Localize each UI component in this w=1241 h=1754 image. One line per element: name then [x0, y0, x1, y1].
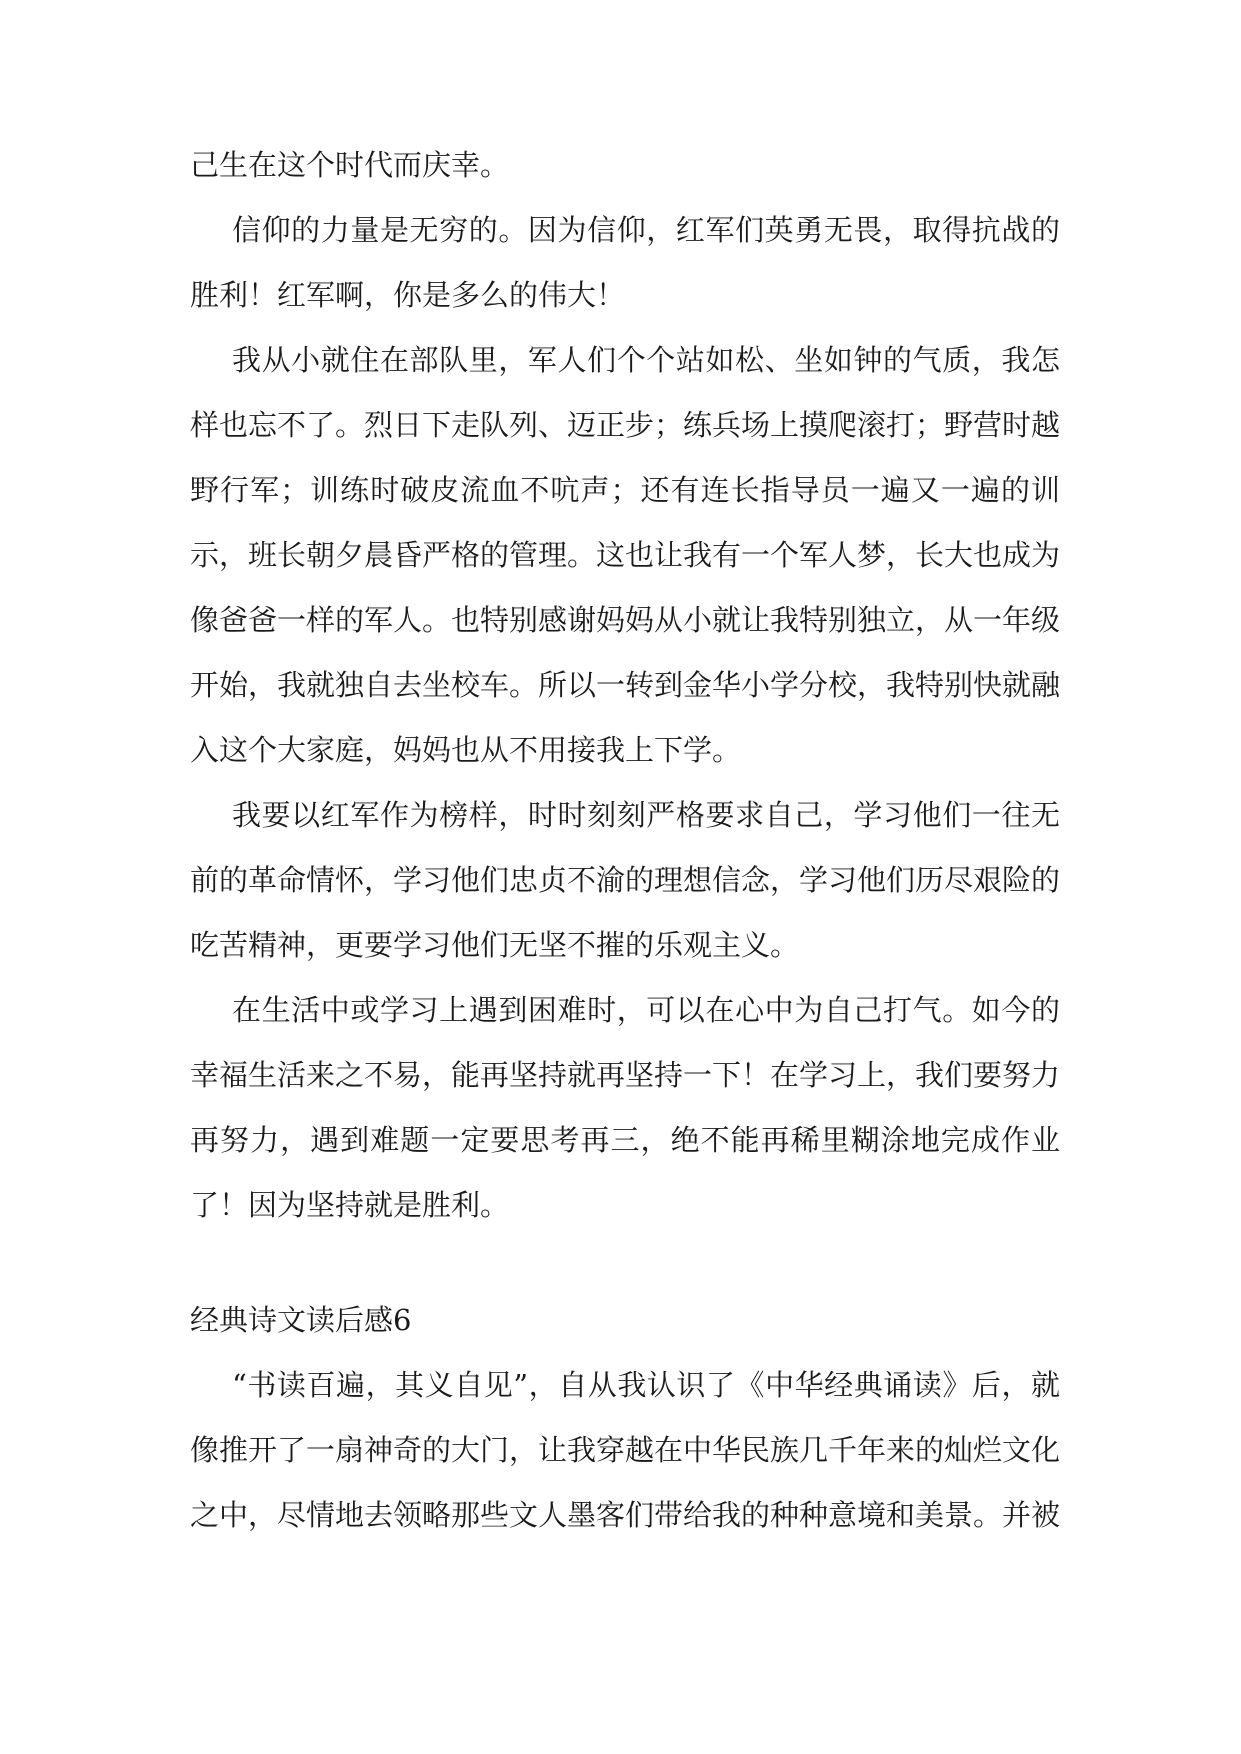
paragraph-2: 信仰的力量是无穷的。因为信仰，红军们英勇无畏，取得抗战的胜利！红军啊，你是多么的伟大！	[190, 213, 1060, 312]
paragraph-3: 我从小就住在部队里，军人们个个站如松、坐如钟的气质，我怎样也忘不了。烈日下走队列、迈正步；练兵场上摸爬滚打；野营时越野行军；训练时破皮流血不吭声；还有连长指导员一遍又一遍的训示，班长朝夕晨昏严格的管理。这也让我有一个军人梦，长大也成为像爸爸一样的军人。也特别感谢妈妈从小就让我特别独立，从一年级开始，我就独自去坐校车。所以一转到金华小学分校，我特别快就融入这个大家庭，妈妈也从不用接我上下学。	[190, 343, 1061, 767]
section-paragraph-1: “书读百遍，其义自见”，自从我认识了《中华经典诵读》后，就像推开了一扇神奇的大门，让我穿越在中华民族几千年来的灿烂文化之中，尽情地去领略那些文人墨客们带给我的种种意境和美景。并被	[190, 1368, 1061, 1532]
section-heading: 经典诗文读后感6	[190, 1303, 412, 1337]
paragraph-5: 在生活中或学习上遇到困难时，可以在心中为自己打气。如今的幸福生活来之不易，能再坚持就再坚持一下！在学习上，我们要努力再努力，遇到难题一定要思考再三，绝不能再稀里糊涂地完成作业了！因为坚持就是胜利。	[190, 993, 1061, 1222]
paragraph-4: 我要以红军作为榜样，时时刻刻严格要求自己，学习他们一往无前的革命情怀，学习他们忠贞不渝的理想信念，学习他们历尽艰险的吃苦精神，更要学习他们无坚不摧的乐观主义。	[190, 798, 1061, 962]
paragraph-1: 己生在这个时代而庆幸。	[190, 148, 510, 182]
